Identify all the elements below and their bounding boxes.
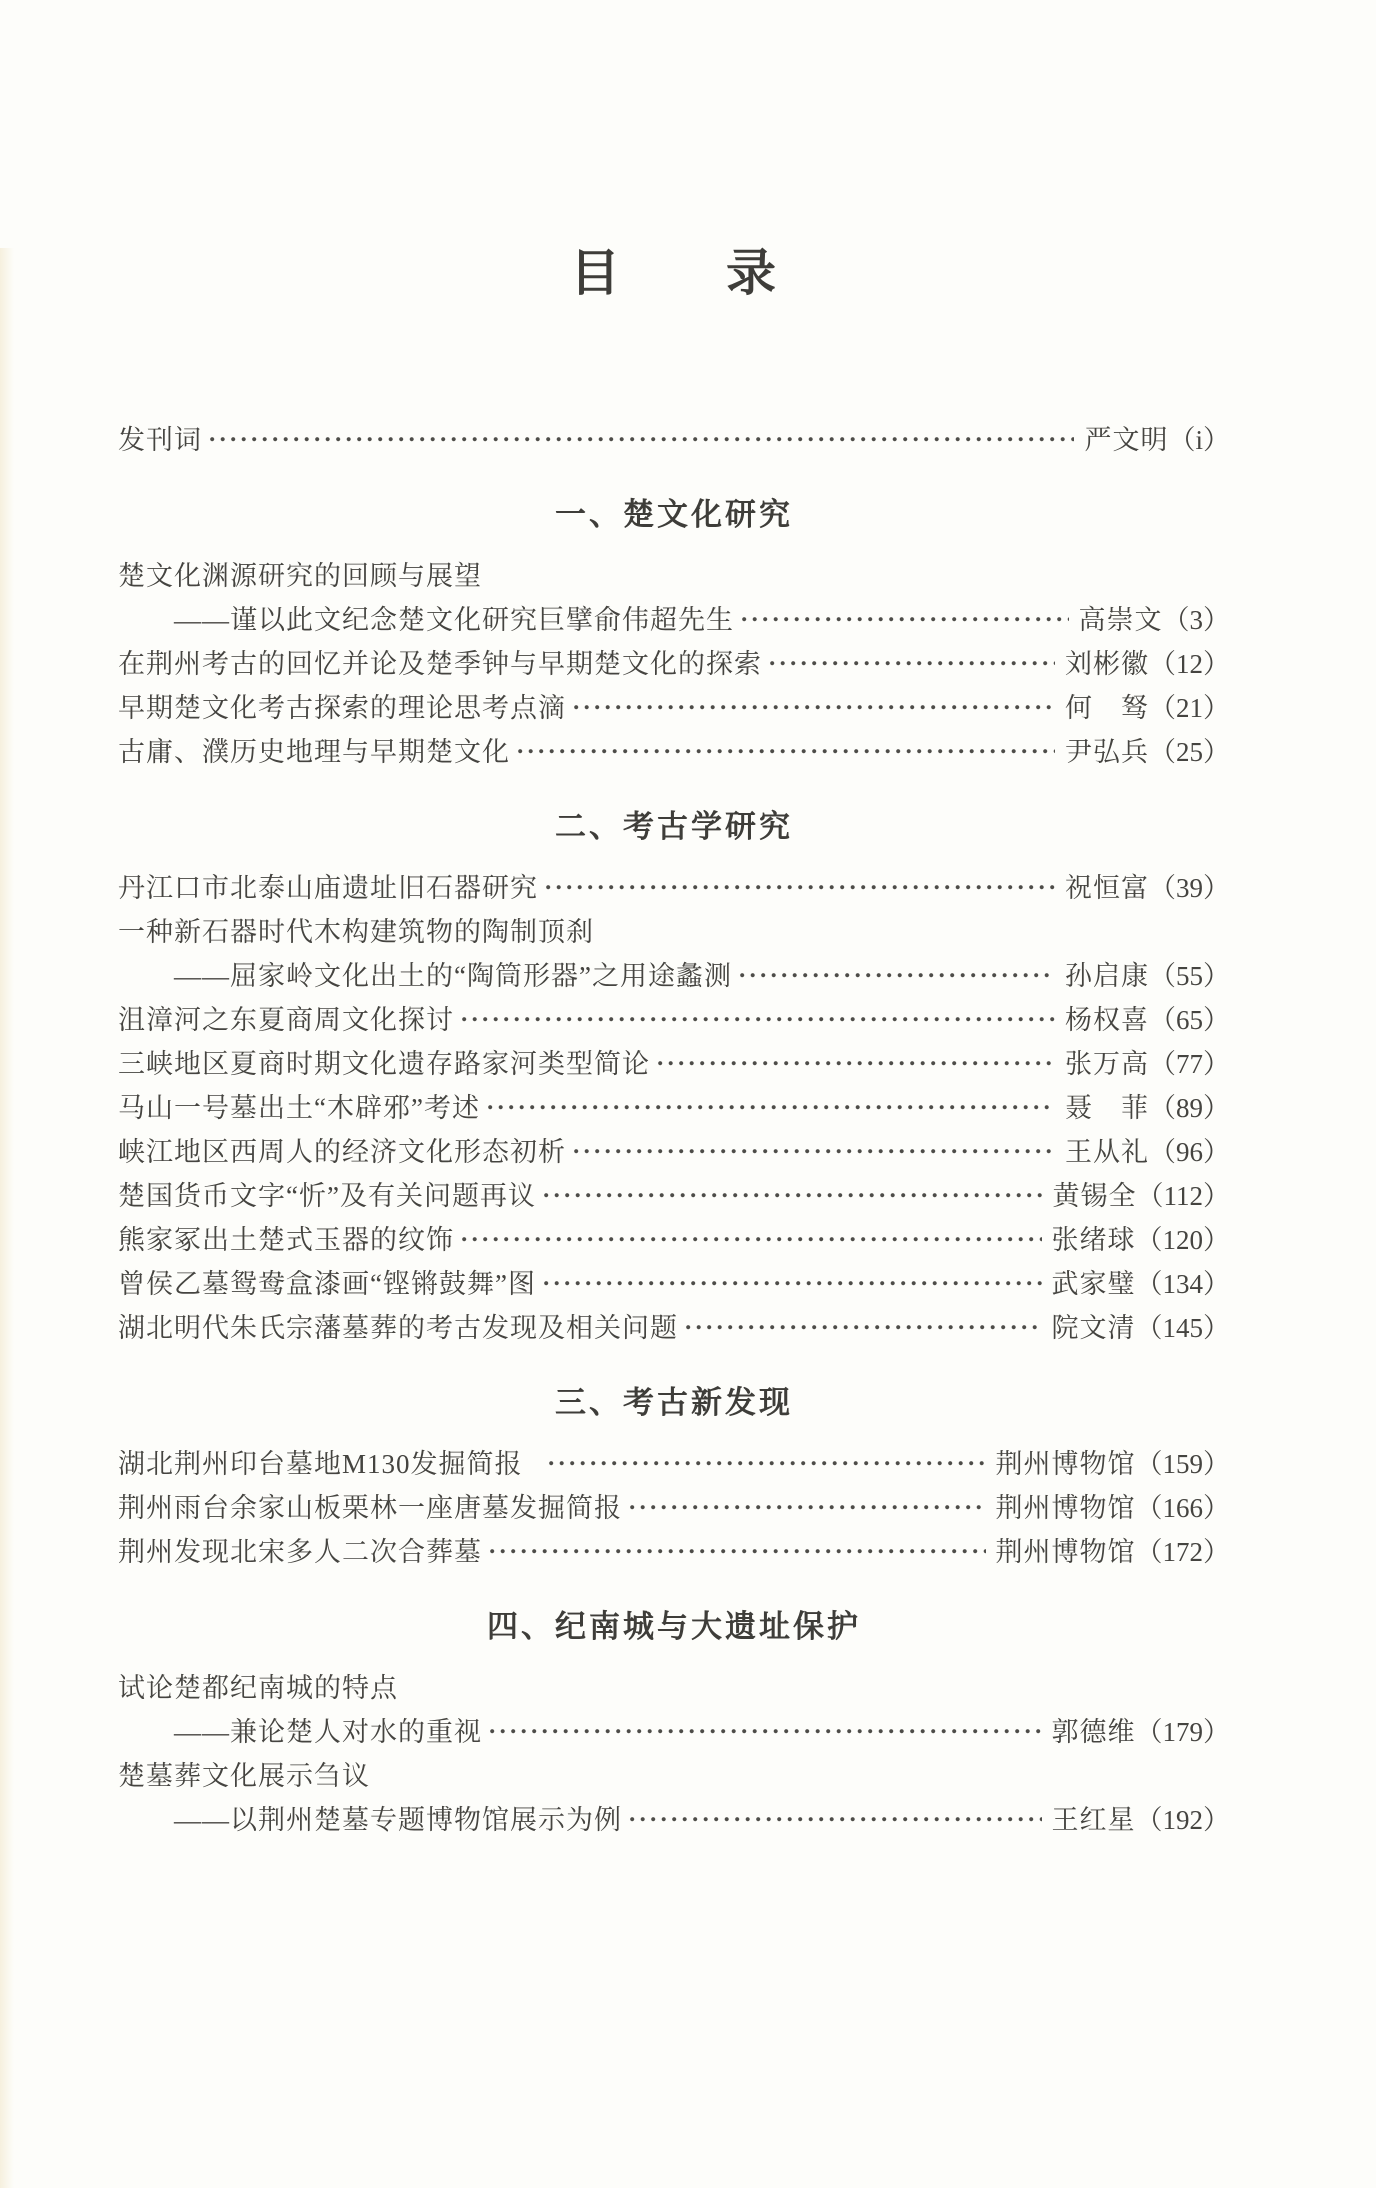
entry-author-page	[1052, 1218, 1231, 1257]
dot-leader	[686, 1324, 1042, 1332]
toc-entry	[118, 415, 1230, 459]
entry-author: 张万高	[1065, 1048, 1149, 1079]
dot-leader	[490, 1728, 1042, 1736]
toc-entry	[118, 1039, 1230, 1083]
toc-entry	[118, 1303, 1230, 1347]
entry-author-page	[1065, 1042, 1230, 1081]
dot-leader	[740, 972, 1055, 980]
entry-page-number: （112）	[1136, 1180, 1230, 1211]
dot-leader	[630, 1504, 986, 1512]
entry-page-number: （96）	[1149, 1136, 1230, 1167]
toc-entry	[118, 863, 1230, 907]
toc-entry	[118, 1751, 1230, 1795]
entry-author: 黄锡全	[1052, 1180, 1137, 1211]
toc-entry	[118, 1259, 1230, 1303]
toc-entry	[118, 1663, 1230, 1707]
entry-page-number: （65）	[1149, 1004, 1230, 1035]
entry-author-page	[996, 1442, 1231, 1481]
entry-title: 试论楚都纪南城的特点	[118, 1672, 398, 1703]
dot-leader	[462, 1016, 1055, 1024]
entry-title: 曾侯乙墓鸳鸯盒漆画“铿锵鼓舞”图	[118, 1268, 536, 1299]
toc-entry	[118, 1439, 1230, 1483]
entry-page-number: （89）	[1149, 1092, 1230, 1123]
dot-leader	[658, 1060, 1055, 1068]
entry-title: 荆州发现北宋多人二次合葬墓	[118, 1536, 482, 1567]
dot-leader	[742, 616, 1069, 624]
entry-author: 刘彬徽	[1065, 648, 1149, 679]
entry-author: 高崇文	[1078, 604, 1163, 635]
entry-author: 张绪球	[1051, 1224, 1136, 1255]
entry-author: 孙启康	[1065, 960, 1149, 991]
entry-page-number: （192）	[1135, 1804, 1230, 1835]
entry-subtitle: ——屈家岭文化出土的“陶筒形器”之用途蠡测	[174, 960, 732, 991]
toc-entry-continuation	[118, 951, 1230, 995]
entry-title: 湖北荆州印台墓地M130发掘简报	[118, 1448, 523, 1479]
entry-author-page	[1065, 730, 1230, 769]
entry-author-page	[1065, 642, 1230, 681]
entry-author: 何 驽	[1065, 692, 1149, 723]
entry-author-page	[1065, 998, 1230, 1037]
entry-title: 马山一号墓出土“木辟邪”考述	[118, 1092, 480, 1123]
toc-entry	[118, 551, 1230, 595]
toc-entry-continuation	[118, 1707, 1230, 1751]
entry-page-number: （179）	[1135, 1716, 1230, 1747]
dot-leader	[210, 436, 1074, 444]
entry-title: 楚墓葬文化展示刍议	[118, 1760, 370, 1791]
entry-title: 荆州雨台余家山板栗林一座唐墓发掘简报	[118, 1492, 622, 1523]
entry-page-number: （77）	[1149, 1048, 1230, 1079]
entry-author: 荆州博物馆	[995, 1448, 1136, 1479]
entry-author-page	[1065, 954, 1230, 993]
entry-page-number: （12）	[1149, 648, 1230, 679]
entry-title: 峡江地区西周人的经济文化形态初析	[118, 1136, 566, 1167]
entry-page-number: （166）	[1135, 1492, 1230, 1523]
entry-author: 荆州博物馆	[995, 1492, 1136, 1523]
entry-title: 沮漳河之东夏商周文化探讨	[118, 1004, 454, 1035]
entry-page-number: （134）	[1135, 1268, 1230, 1299]
entry-author-page	[996, 1486, 1231, 1525]
entry-title: 在荆州考古的回忆并论及楚季钟与早期楚文化的探索	[118, 648, 762, 679]
dot-leader	[490, 1548, 986, 1556]
entry-author-page	[996, 1530, 1231, 1569]
dot-leader	[630, 1816, 1042, 1824]
toc-entry	[118, 1483, 1230, 1527]
entry-author: 郭德维	[1051, 1716, 1136, 1747]
entry-author-page	[1052, 1306, 1231, 1345]
entry-author: 严文明	[1084, 424, 1169, 455]
toc-entry	[118, 1527, 1230, 1571]
entry-page-number: （145）	[1135, 1312, 1230, 1343]
entry-page-number: （21）	[1149, 692, 1230, 723]
table-of-contents	[118, 415, 1230, 1839]
section-heading: 二、考古学研究	[555, 809, 793, 844]
dot-leader	[574, 1148, 1055, 1156]
toc-entry	[118, 995, 1230, 1039]
entry-author-page	[1084, 418, 1230, 457]
entry-author: 杨权喜	[1065, 1004, 1149, 1035]
entry-page-number: （120）	[1135, 1224, 1230, 1255]
entry-author-page	[1052, 1262, 1231, 1301]
entry-title: 熊家冢出土楚式玉器的纹饰	[118, 1224, 454, 1255]
toc-entry	[118, 1215, 1230, 1259]
toc-entry	[118, 1171, 1230, 1215]
toc-entry	[118, 683, 1230, 727]
toc-entry-continuation	[118, 1795, 1230, 1839]
entry-author-page	[1065, 1130, 1230, 1169]
entry-author-page	[1065, 866, 1230, 905]
section-heading: 三、考古新发现	[555, 1385, 793, 1420]
entry-author-page	[1052, 1798, 1231, 1837]
toc-entry	[118, 1083, 1230, 1127]
entry-subtitle: ——以荆州楚墓专题博物馆展示为例	[174, 1804, 622, 1835]
dot-leader	[770, 660, 1055, 668]
entry-title: 三峡地区夏商时期文化遗存路家河类型简论	[118, 1048, 650, 1079]
entry-author-page	[1079, 598, 1231, 637]
entry-author: 院文清	[1051, 1312, 1136, 1343]
entry-subtitle: ——兼论楚人对水的重视	[174, 1716, 482, 1747]
entry-author: 荆州博物馆	[995, 1536, 1136, 1567]
dot-leader	[546, 884, 1055, 892]
dot-leader	[518, 748, 1055, 756]
entry-author: 祝恒富	[1065, 872, 1149, 903]
entry-author-page	[1052, 1710, 1231, 1749]
scanned-toc-page	[0, 245, 1376, 1839]
entry-author-page	[1053, 1174, 1231, 1213]
toc-entry	[118, 639, 1230, 683]
section-heading: 一、楚文化研究	[555, 497, 793, 532]
toc-entry	[118, 727, 1230, 771]
entry-page-number: （55）	[1149, 960, 1230, 991]
entry-author: 武家璧	[1051, 1268, 1136, 1299]
entry-title: 发刊词	[118, 424, 202, 455]
entry-title: 丹江口市北泰山庙遗址旧石器研究	[118, 872, 538, 903]
entry-page-number: （172）	[1135, 1536, 1230, 1567]
entry-page-number: （25）	[1149, 736, 1230, 767]
entry-title: 古庸、濮历史地理与早期楚文化	[118, 736, 510, 767]
toc-entry-continuation	[118, 595, 1230, 639]
entry-author: 王从礼	[1065, 1136, 1149, 1167]
entry-title: 一种新石器时代木构建筑物的陶制顶刹	[118, 916, 594, 947]
entry-author: 王红星	[1051, 1804, 1136, 1835]
entry-title: 湖北明代朱氏宗藩墓葬的考古发现及相关问题	[118, 1312, 678, 1343]
entry-author: 尹弘兵	[1065, 736, 1149, 767]
entry-author-page	[1065, 686, 1230, 725]
dot-leader	[544, 1280, 1042, 1288]
entry-page-number: （39）	[1149, 872, 1230, 903]
page-title: 目 录	[570, 245, 778, 301]
section-heading: 四、纪南城与大遗址保护	[487, 1609, 861, 1644]
dot-leader	[544, 1192, 1043, 1200]
entry-author-page	[1065, 1086, 1230, 1125]
entry-page-number: （i）	[1168, 424, 1230, 455]
toc-entry	[118, 907, 1230, 951]
toc-entry	[118, 1127, 1230, 1171]
entry-page-number: （3）	[1162, 604, 1230, 635]
dot-leader	[488, 1104, 1055, 1112]
dot-leader	[462, 1236, 1042, 1244]
entry-subtitle: ——谨以此文纪念楚文化研究巨擘俞伟超先生	[174, 604, 734, 635]
entry-title: 楚国货币文字“忻”及有关问题再议	[118, 1180, 536, 1211]
entry-title: 楚文化渊源研究的回顾与展望	[118, 560, 482, 591]
entry-author: 聂 菲	[1065, 1092, 1149, 1123]
dot-leader	[549, 1460, 986, 1468]
entry-page-number: （159）	[1135, 1448, 1230, 1479]
dot-leader	[574, 704, 1055, 712]
entry-title: 早期楚文化考古探索的理论思考点滴	[118, 692, 566, 723]
